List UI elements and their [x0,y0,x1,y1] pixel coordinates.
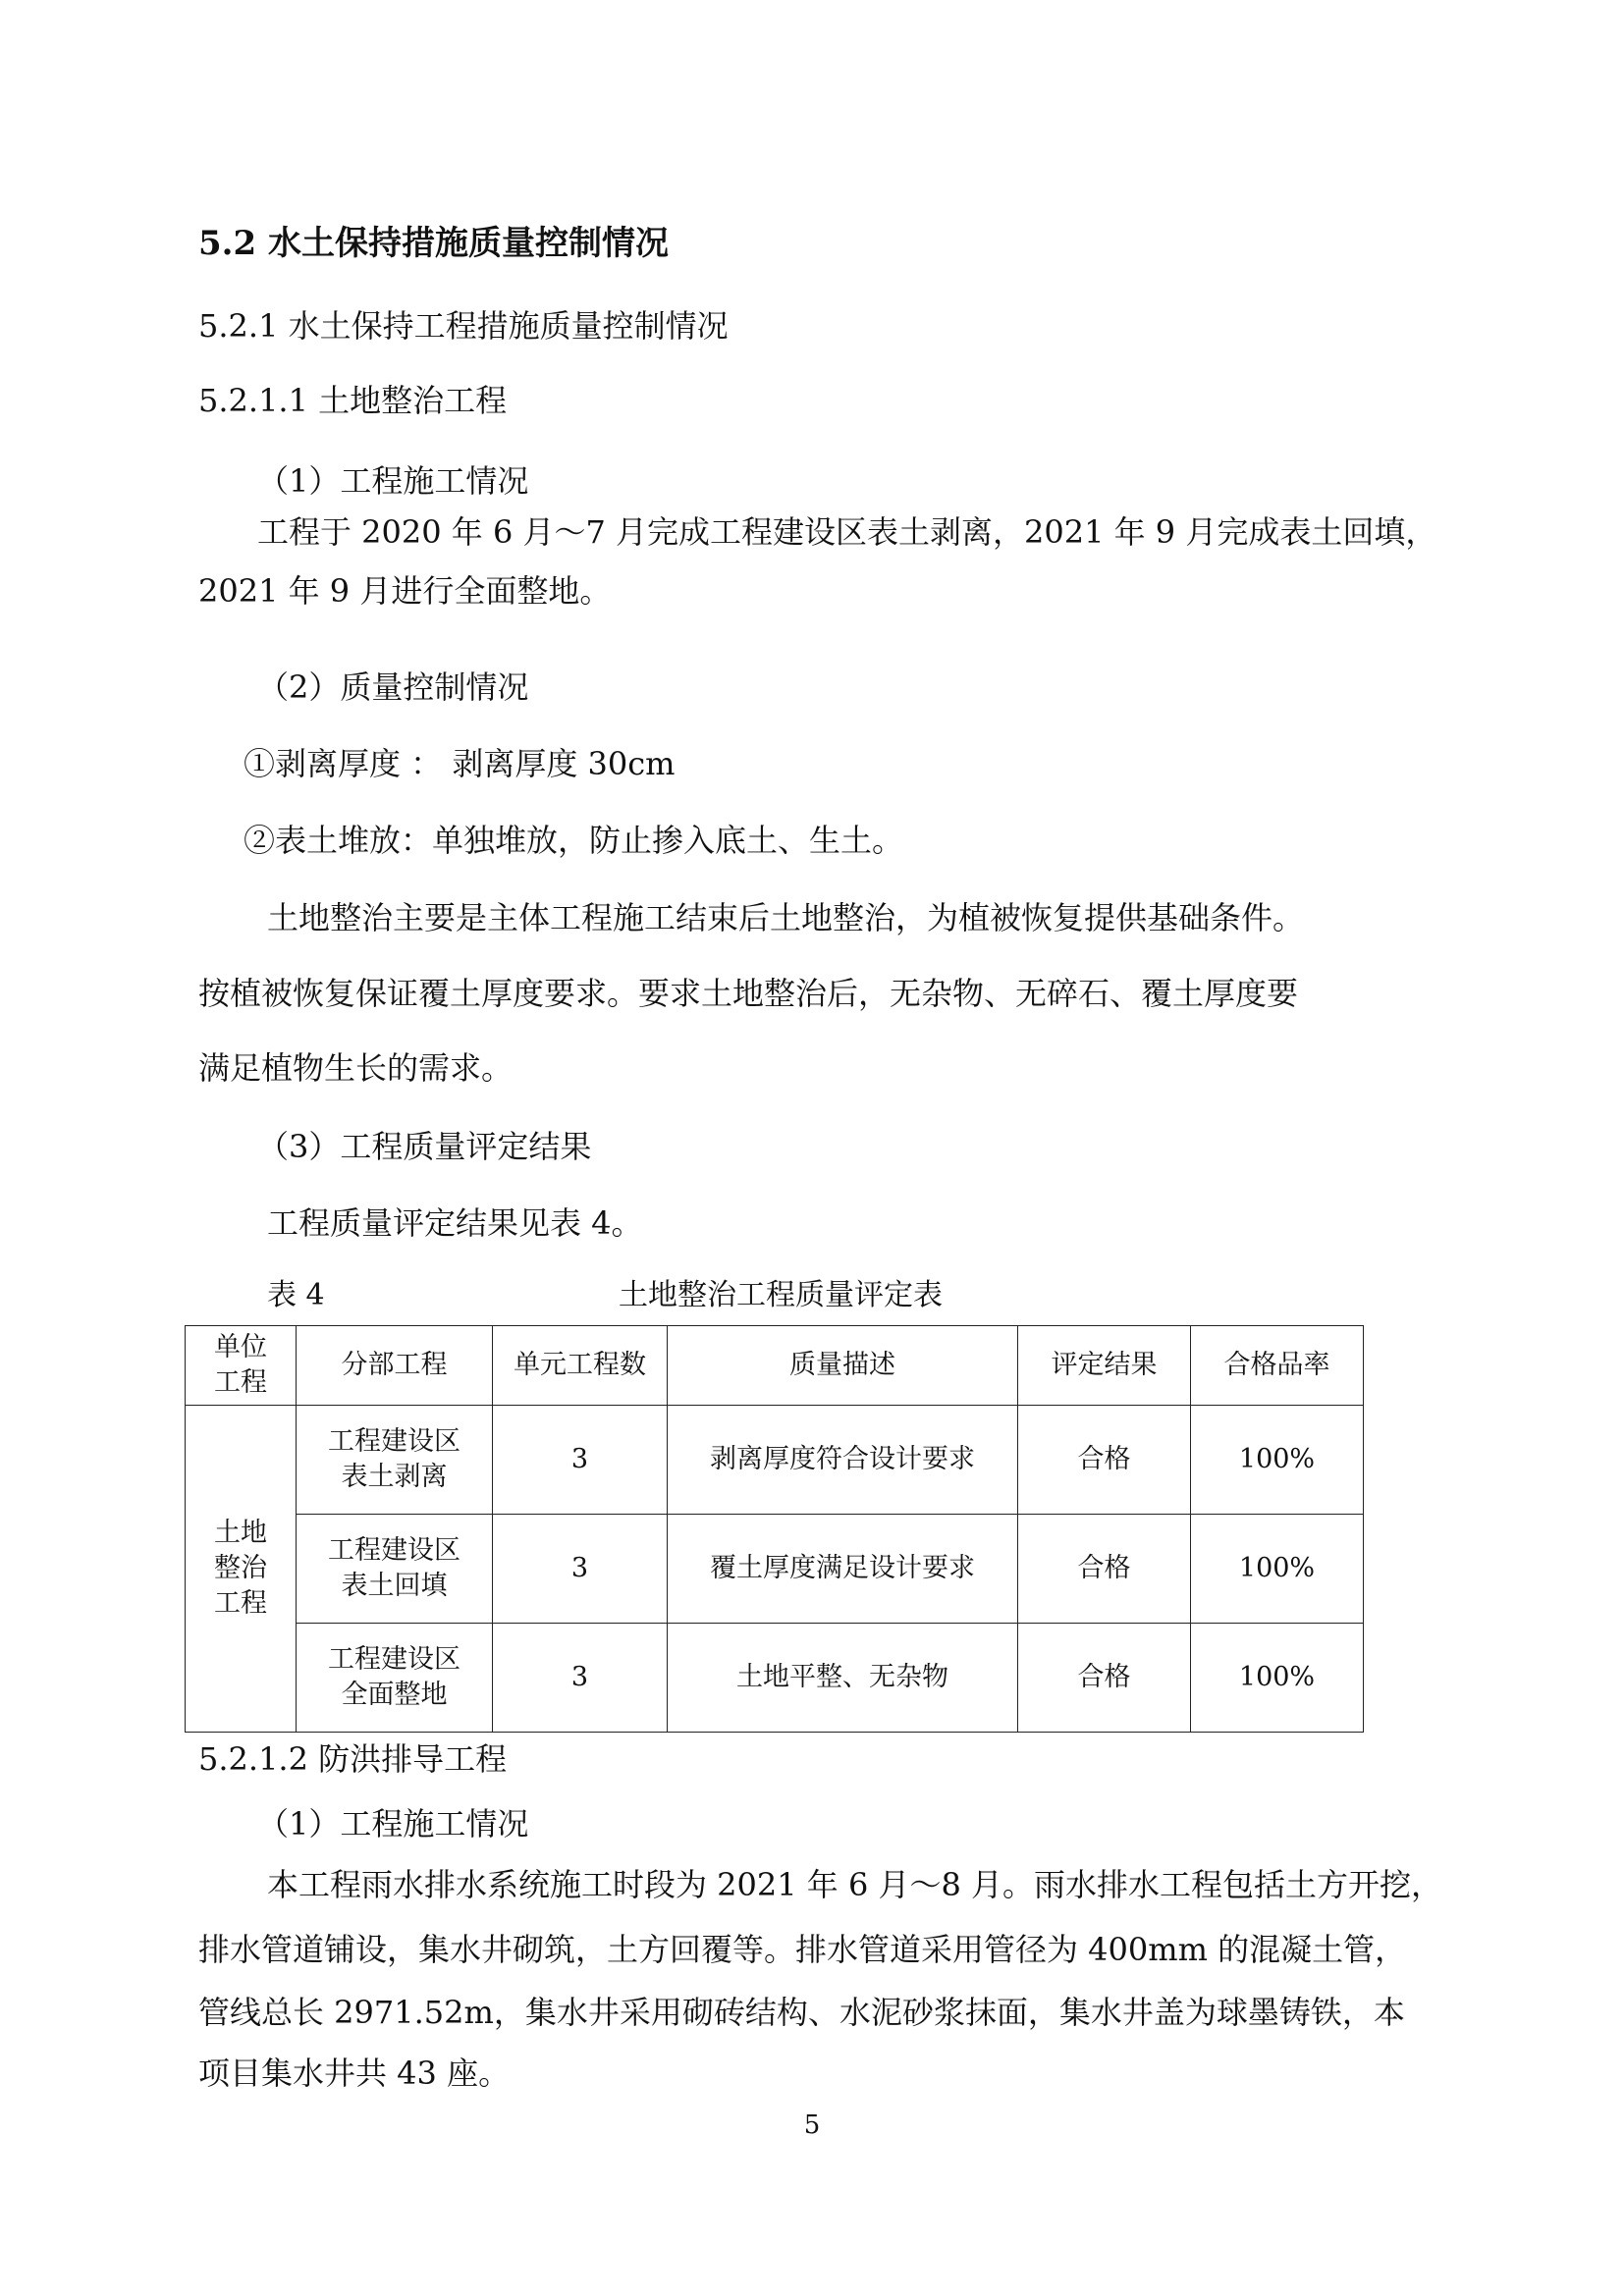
sec2-line1: 本工程雨水排水系统施工时段为 2021 年 6 月～8 月。雨水排水工程包括土方开挖， [267,1866,1443,1903]
heading-5-2-1-2: 5.2.1.2 防洪排导工程 [198,1740,508,1778]
desc-cell: 覆土厚度满足设计要求 [668,1515,1018,1624]
rate-cell: 100% [1191,1624,1364,1733]
result-cell: 合格 [1018,1515,1191,1624]
header-cell: 分部工程 [297,1326,493,1406]
sec1-item2: ②表土堆放：单独堆放，防止掺入底土、生土。 [244,822,904,859]
quality-assessment-table [185,1325,1364,1733]
sec1-item1: ①剥离厚度 ： 剥离厚度 30cm [244,745,676,782]
sec1-sub2-title: （2）质量控制情况 [257,668,529,706]
sec1-para-line1: 土地整治主要是主体工程施工结束后土地整治，为植被恢复提供基础条件。 [267,899,1305,936]
sec1-sub3-title: （3）工程质量评定结果 [257,1128,592,1165]
result-cell: 合格 [1018,1624,1191,1733]
header-cell: 质量描述 [668,1326,1018,1406]
count-cell: 3 [493,1624,668,1733]
header-cell: 评定结果 [1018,1326,1191,1406]
table-label: 表 4 [267,1278,325,1312]
part-cell: 工程建设区全面整地 [297,1624,493,1733]
count-cell: 3 [493,1515,668,1624]
table-row [186,1515,1364,1624]
sec2-line4: 项目集水井共 43 座。 [198,2055,511,2092]
heading-5-2-1-1: 5.2.1.1 土地整治工程 [198,382,508,419]
desc-cell: 土地平整、无杂物 [668,1624,1018,1733]
header-cell: 单位工程 [186,1326,297,1406]
desc-cell: 剥离厚度符合设计要求 [668,1406,1018,1515]
unit-project-cell: 土地整治工程 [186,1406,297,1733]
table-header-row [186,1326,1364,1406]
heading-5-2-1: 5.2.1 水土保持工程措施质量控制情况 [198,307,729,345]
part-cell: 工程建设区表土剥离 [297,1406,493,1515]
sec2-line2: 排水管道铺设，集水井砌筑，土方回覆等。排水管道采用管径为 400mm 的混凝土管， [198,1931,1407,1968]
header-cell: 合格品率 [1191,1326,1364,1406]
sec1-sub1-title: （1）工程施工情况 [257,462,529,500]
count-cell: 3 [493,1406,668,1515]
table-row [186,1406,1364,1515]
rate-cell: 100% [1191,1406,1364,1515]
sec1-sub1-line2: 2021 年 9 月进行全面整地。 [198,572,612,610]
table-title: 土地整治工程质量评定表 [619,1278,943,1312]
sec2-sub1-title: （1）工程施工情况 [257,1805,529,1842]
sec2-line3: 管线总长 2971.52m，集水井采用砌砖结构、水泥砂浆抹面，集水井盖为球墨铸铁，本 [198,1994,1405,2031]
result-cell: 合格 [1018,1406,1191,1515]
page-number: 5 [803,2110,821,2140]
sec1-para-line3: 满足植物生长的需求。 [198,1049,514,1087]
heading-5-2: 5.2 水土保持措施质量控制情况 [198,224,669,263]
sec1-para-line2: 按植被恢复保证覆土厚度要求。要求土地整治后，无杂物、无碎石、覆土厚度要 [198,975,1299,1012]
sec1-sub1-line1: 工程于 2020 年 6 月～7 月完成工程建设区表土剥离，2021 年 9 月完成表土回填， [257,513,1437,551]
table-row [186,1624,1364,1733]
sec1-sub3-text: 工程质量评定结果见表 4。 [267,1204,643,1242]
rate-cell: 100% [1191,1515,1364,1624]
part-cell: 工程建设区表土回填 [297,1515,493,1624]
header-cell: 单元工程数 [493,1326,668,1406]
